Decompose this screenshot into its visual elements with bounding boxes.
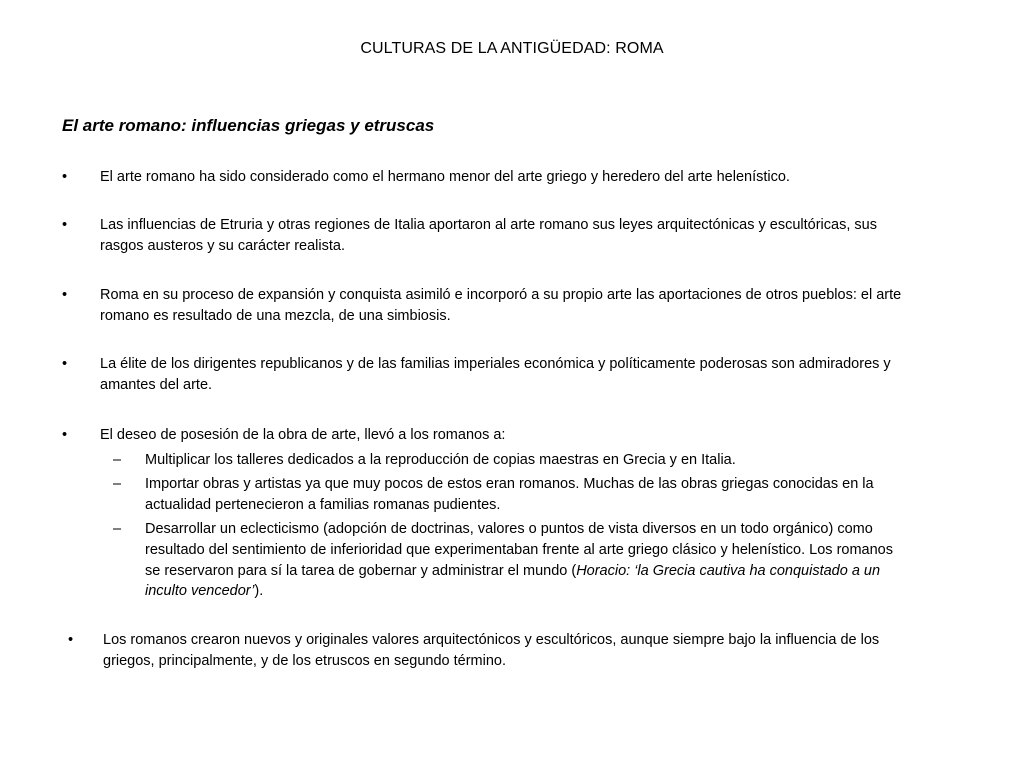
dash-marker: – [113,476,122,492]
bullet-marker: • [62,169,68,185]
sub-bullet-text-line: actualidad pertenecieron a familias romanas pudientes. [145,497,501,513]
bullet-marker: • [62,427,68,443]
slide-subtitle: El arte romano: influencias griegas y etruscas [62,116,435,135]
bullet-marker: • [62,356,68,372]
sub-bullet-text-line: Importar obras y artistas ya que muy pocos de estos eran romanos. Muchas de las obras griegas conocidas en la [145,476,874,492]
bullet-marker: • [62,287,68,303]
bullet-text-line: rasgos austeros y su carácter realista. [100,238,345,254]
sub-bullet-text-line: resultado del sentimiento de inferioridad que experimentaban frente al arte griego clásico y helenístico. Los romanos [145,542,893,558]
bullet-text: El arte romano ha sido considerado como el hermano menor del arte griego y heredero del arte helenístico. [100,169,790,185]
slide-title: CULTURAS DE LA ANTIGÜEDAD: ROMA [360,40,664,57]
bullet-text-line: Las influencias de Etruria y otras regiones de Italia aportaron al arte romano sus leyes arquitectónicas y escultóricas, sus [100,217,877,233]
sub-bullet-text-line: Desarrollar un eclecticismo (adopción de doctrinas, valores o puntos de vista diversos en un todo orgánico) como [145,521,873,537]
sub-bullet-text-line [145,581,263,602]
horacio-quote-end: inculto vencedor’ [145,583,255,599]
bullet-text-line: amantes del arte. [100,377,213,393]
bullet-text: El deseo de posesión de la obra de arte, llevó a los romanos a: [100,427,506,443]
dash-marker: – [113,452,122,468]
bullet-text-line: griegos, principalmente, y de los etruscos en segundo término. [103,653,506,669]
bullet-text-line: romano es resultado de una mezcla, de una simbiosis. [100,308,451,324]
sub-bullet-text: Multiplicar los talleres dedicados a la reproducción de copias maestras en Grecia y en Italia. [145,452,736,468]
sub-bullet-text-line [145,561,880,582]
bullet-marker: • [62,217,68,233]
dash-marker: – [113,521,122,537]
horacio-quote: Horacio: ‘la Grecia cautiva ha conquistado a un [576,563,881,579]
bullet-text-line: Los romanos crearon nuevos y originales valores arquitectónicos y escultóricos, aunque siempre bajo la influencia de los [103,632,880,648]
bullet-text-line: Roma en su proceso de expansión y conquista asimiló e incorporó a su propio arte las aportaciones de otros pueblos: el arte [100,287,902,303]
sub-bullet-text-segment: ). [254,583,264,599]
bullet-text-line: La élite de los dirigentes republicanos y de las familias imperiales económica y políticamente poderosas son admiradores y [100,356,891,372]
bullet-marker: • [68,632,74,648]
sub-bullet-text-segment: se reservaron para sí la tarea de gobernar y administrar el mundo ( [145,563,577,579]
